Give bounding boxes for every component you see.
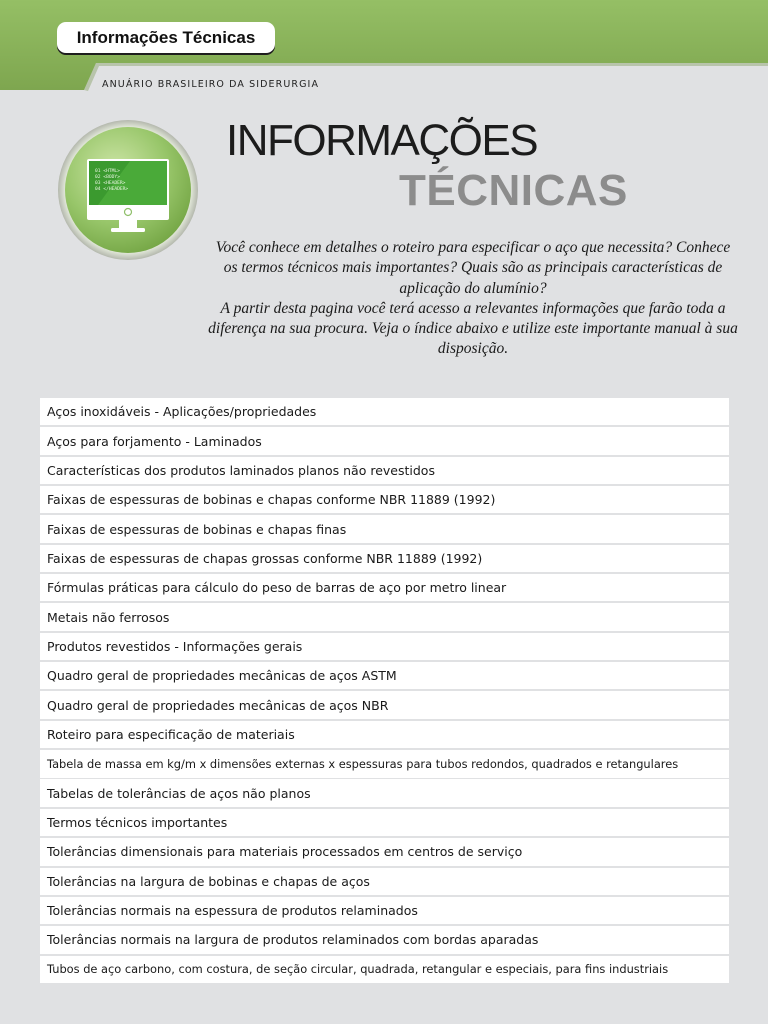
intro-text [208,238,738,360]
toc-item[interactable]: Metais não ferrosos [40,603,729,630]
toc-item[interactable]: Tolerâncias na largura de bobinas e chapas de aços [40,868,729,895]
table-of-contents [40,398,729,985]
toc-item[interactable]: Características dos produtos laminados planos não revestidos [40,457,729,484]
toc-item[interactable]: Fórmulas práticas para cálculo do peso de barras de aço por metro linear [40,574,729,601]
toc-item[interactable]: Aços inoxidáveis - Aplicações/propriedades [40,398,729,425]
intro-paragraph-2: A partir desta pagina você terá acesso a relevantes informações que farão toda a diferença na sua procura. Veja o índice abaixo e utilize este importante manual à sua disposição. [208,299,738,358]
toc-item[interactable]: Faixas de espessuras de chapas grossas conforme NBR 11889 (1992) [40,545,729,572]
code-line-4: 04 </HEADER> [95,187,129,192]
toc-item[interactable]: Roteiro para especificação de materiais [40,721,729,748]
section-title-pill: Informações Técnicas [57,22,275,53]
toc-item[interactable]: Tolerâncias dimensionais para materiais processados em centros de serviço [40,838,729,865]
toc-item[interactable]: Tabela de massa em kg/m x dimensões externas x espessuras para tubos redondos, quadrados e retangulares [40,750,729,777]
toc-item[interactable]: Faixas de espessuras de bobinas e chapas conforme NBR 11889 (1992) [40,486,729,513]
publication-subtitle: ANUÁRIO BRASILEIRO DA SIDERURGIA [102,79,320,90]
toc-item[interactable]: Quadro geral de propriedades mecânicas de aços ASTM [40,662,729,689]
computer-monitor-icon [58,120,198,260]
toc-item[interactable]: Produtos revestidos - Informações gerais [40,633,729,660]
code-line-1: 01 <HTML> [95,169,120,174]
toc-item[interactable]: Quadro geral de propriedades mecânicas de aços NBR [40,691,729,718]
toc-item[interactable]: Tabelas de tolerâncias de aços não planos [40,779,729,806]
toc-item[interactable]: Tubos de aço carbono, com costura, de seção circular, quadrada, retangular e especiais, para fins industriais [40,956,729,983]
code-line-2: 02 <BODY> [95,175,120,180]
page-title-line-2: TÉCNICAS [399,166,628,215]
intro-paragraph-1: Você conhece em detalhes o roteiro para especificar o aço que necessita? Conhece os termos técnicos mais importantes? Quais são as principais características de aplicação do alumínio? [215,239,731,297]
toc-item[interactable]: Tolerâncias normais na largura de produtos relaminados com bordas aparadas [40,926,729,953]
toc-item[interactable]: Termos técnicos importantes [40,809,729,836]
page-title-line-1: INFORMAÇÕES [226,116,538,165]
code-line-3: 03 <HEADER> [95,181,126,186]
toc-item[interactable]: Tolerâncias normais na espessura de produtos relaminados [40,897,729,924]
toc-item[interactable]: Faixas de espessuras de bobinas e chapas finas [40,515,729,542]
toc-item[interactable]: Aços para forjamento - Laminados [40,427,729,454]
header-band [0,0,768,90]
